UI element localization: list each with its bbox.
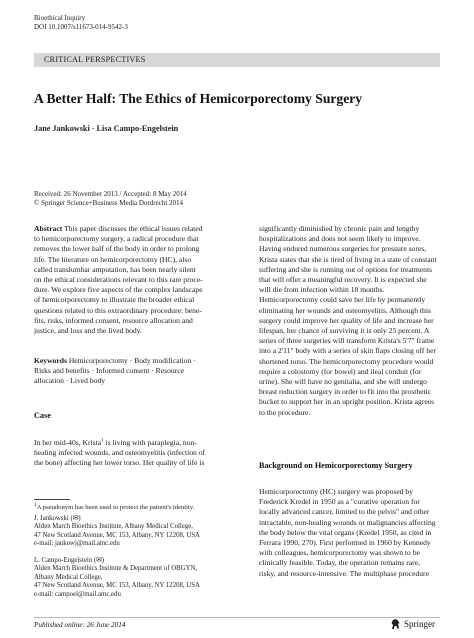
footer-rule <box>34 617 440 618</box>
body-line: will die from infection within 18 months. <box>259 285 385 295</box>
abstract-line: justice, and loss and the lived body. <box>34 326 142 336</box>
contact-affiliation: Albany Medical College, <box>34 573 103 581</box>
keywords-line: Keywords Hemicorporectomy · Body modification · <box>34 356 196 365</box>
body-line: locally advanced cancer, limited to the pelvis" and other <box>259 507 430 517</box>
body-line: with colleagues, hemicorporectomy was shown to be <box>259 548 420 558</box>
abstract-line: on the ethical considerations relevant to this rare proce- <box>34 275 203 285</box>
copyright: © Springer Science+Business Media Dordrecht 2014 <box>34 199 184 207</box>
case-heading: Case <box>34 411 51 420</box>
abstract-line: fits, risks, informed consent, resource allocation and <box>34 315 193 325</box>
contact-address: 47 New Scotland Avenue, MC 153, Albany, NY 12208, USA <box>34 582 200 590</box>
abstract-line: life. The literature on hemicorporectomy (HC), also <box>34 254 192 264</box>
footnote-mark: 1 <box>34 502 37 508</box>
abstract-line: called translumbar amputation, has been nearly silent <box>34 264 196 274</box>
body-line: significantly diminished by chronic pain and lengthy <box>259 224 420 233</box>
abstract-line: of hemicorporectomy to illustrate the broader ethical <box>34 295 195 305</box>
body-line: surgery could improve her quality of life and increase her <box>259 315 434 325</box>
abstract <box>34 224 244 336</box>
contact-affiliation: Alden March Bioethics Institute & Department of OBGYN, <box>34 565 198 573</box>
body-line: the body below the vital organs (Kredel 1950, as cited in <box>259 527 432 537</box>
body-line: lifespan, her chance of surviving it is only 25 percent. A <box>259 326 430 336</box>
body-line: to the procedure. <box>259 407 311 417</box>
doi: DOI 10.1007/s11673-014-9542-3 <box>34 23 128 31</box>
body-line: intractable, non-healing wounds or malignancies affecting <box>259 517 436 527</box>
body-line: Having endured numerous surgeries for pressure sores, <box>259 244 427 254</box>
section-label: CRITICAL PERSPECTIVES <box>44 55 146 64</box>
keywords <box>34 356 244 387</box>
abstract-label: Abstract <box>34 224 63 233</box>
contact-campo-engelstein <box>34 557 244 599</box>
published-date: Published online: 26 June 2014 <box>34 621 126 629</box>
body-line: into a 2'11" body with a series of skin flaps closing off her <box>259 346 436 356</box>
author-1[interactable]: Jane Jankowski <box>34 124 90 133</box>
contact-name: L. Campo-Engelstein (✉) <box>34 557 105 564</box>
background-heading: Background on Hemicorporectomy Surgery <box>259 461 413 470</box>
publisher-logo <box>390 617 435 631</box>
body-line: shortened torso. The hemicorporectomy procedure would <box>259 356 434 366</box>
keywords-line: Risks and benefits · Informed consent · Resource <box>34 366 184 376</box>
body-line: breast reduction surgery in order to fit into the prosthetic <box>259 387 432 397</box>
publisher-name: Springer <box>404 619 435 629</box>
body-line: Hemicorporectomy (HC) surgery was proposed by <box>259 487 414 496</box>
received-accepted: Received: 26 November 2013 / Accepted: 8 May 2014 <box>34 190 187 198</box>
body-line: risky, and resource-intensive. The multiphase procedure <box>259 568 429 578</box>
article-dates <box>34 190 187 208</box>
body-line: require a colostomy (for bowel) and ileal conduit (for <box>259 366 422 376</box>
keywords-line: allocation · Lived body <box>34 376 106 386</box>
contact-jankowski <box>34 515 244 549</box>
case-line: healing infected wounds, and osteomyelitis (infection of <box>34 447 206 457</box>
case-line: the bone) affecting her lower torso. Her quality of life is <box>34 457 205 467</box>
journal-header <box>34 14 128 32</box>
body-line: Frederick Kredel in 1950 as a "curative operation for <box>259 497 420 507</box>
footnote-reference[interactable]: 1 <box>101 438 104 443</box>
contact-name: J. Jankowski (✉) <box>34 515 81 522</box>
body-line: series of three surgeries will transform Krista's 5'7" frame <box>259 336 435 346</box>
author-list <box>34 124 178 133</box>
footnote <box>34 501 244 513</box>
case-line: In her mid-40s, Krista$^1$ is living with paraplegia, non- <box>34 437 197 447</box>
abstract-line: to hemicorporectomy surgery, a radical procedure that <box>34 234 199 244</box>
abstract-line: removes the lower half of the body in order to prolong <box>34 244 200 254</box>
background-text <box>259 487 440 579</box>
footnote-text: A pseudonym has been used to protect the patient's identity. <box>36 504 195 512</box>
section-banner <box>34 53 440 67</box>
journal-name: Bioethical Inquiry <box>34 14 86 22</box>
body-line: hospitalizations and does not seem likely to improve. <box>259 234 421 244</box>
body-line: Hemicorporectomy could save her life by permanently <box>259 295 426 305</box>
body-line: Ferrara 1990, 270). First performed in 1960 by Kennedy <box>259 538 431 548</box>
keywords-label: Keywords <box>34 356 67 365</box>
body-line: Krista states that she is tired of living in a state of constant <box>259 254 437 264</box>
body-line: urine). She will have no genitalia, and she will undergo <box>259 377 427 387</box>
body-line: suffering and she is running out of options for treatments <box>259 264 433 274</box>
body-line: clinically feasible. Today, the operation remains rare, <box>259 558 420 568</box>
contact-affiliation: Alden March Bioethics Institute, Albany Medical College, <box>34 523 193 531</box>
author-separator: · <box>91 124 95 133</box>
body-line: eliminating her wounds and osteomyelitis. Although this <box>259 305 431 315</box>
case-continued <box>259 224 440 418</box>
footnote-rule <box>34 499 70 500</box>
body-line: bucket to support her in an upright position. Krista agrees <box>259 397 435 407</box>
contact-email[interactable]: e-mail: campoel@mail.amc.edu <box>34 590 121 598</box>
body-line: that will offer a meaningful recovery. It is expected she <box>259 275 427 285</box>
abstract-line: questions related to this extraordinary procedure: bene- <box>34 305 202 315</box>
author-2[interactable]: Lisa Campo-Engelstein <box>96 124 179 133</box>
article-title: A Better Half: The Ethics of Hemicorporectomy Surgery <box>34 91 363 106</box>
abstract-line: dure. We explore five aspects of the complex landscape <box>34 285 203 295</box>
case-text <box>34 436 244 468</box>
springer-horse-icon <box>390 618 401 630</box>
contact-address: 47 New Scotland Avenue, MC 153, Albany, NY 12208, USA <box>34 531 200 539</box>
contact-email[interactable]: e-mail: jankowj@mail.amc.edu <box>34 540 120 548</box>
abstract-line: Abstract This paper discusses the ethical issues related <box>34 224 203 233</box>
